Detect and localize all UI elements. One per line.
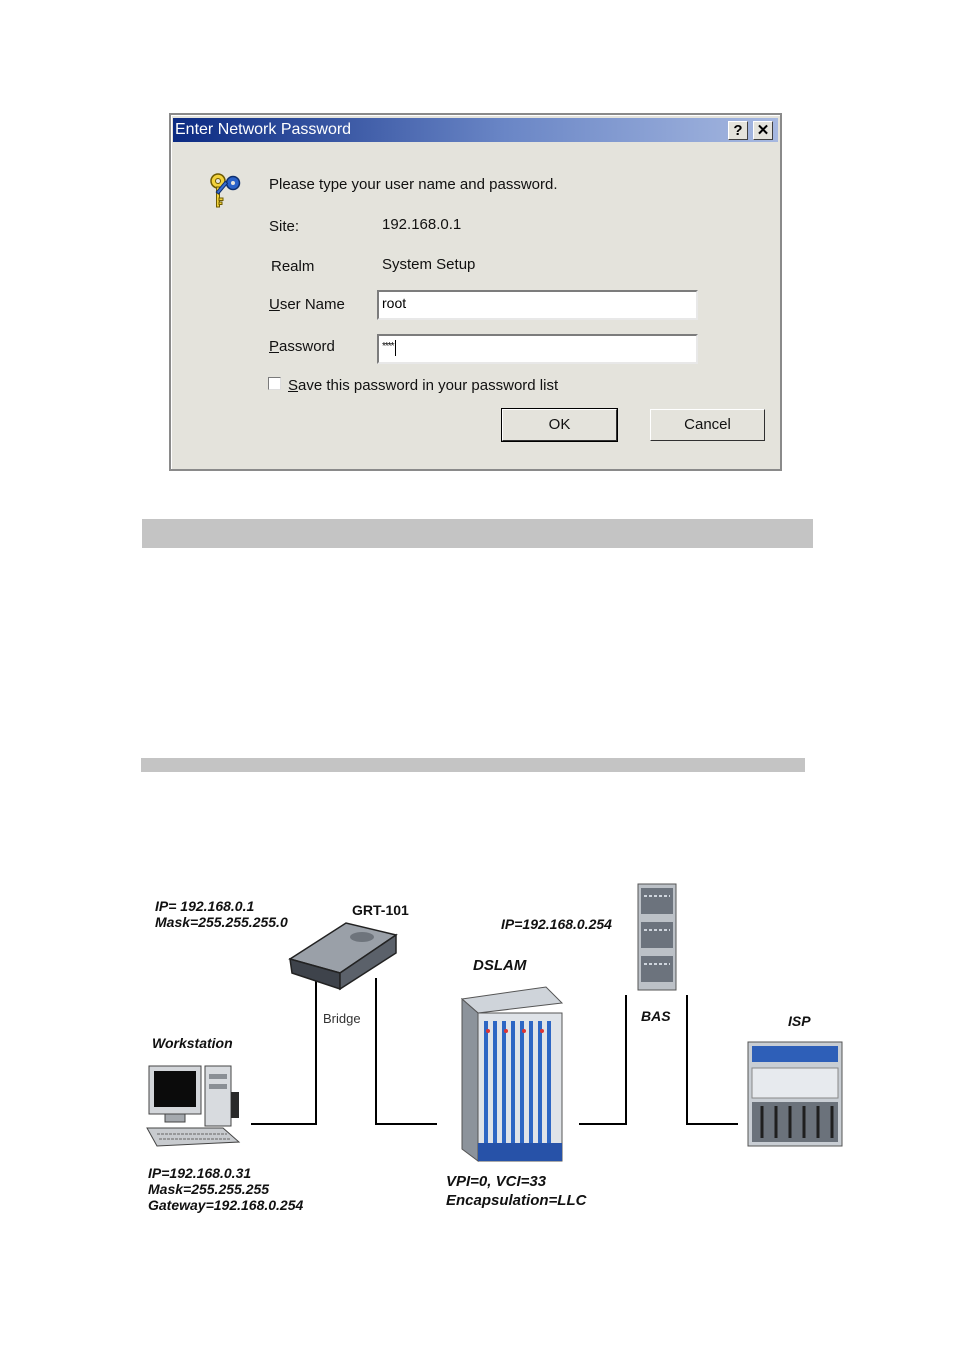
section-header-bar-2 xyxy=(141,758,805,772)
cancel-button[interactable]: Cancel xyxy=(650,409,765,441)
close-button[interactable]: ✕ xyxy=(753,121,773,140)
isp-router-icon xyxy=(746,1040,846,1148)
router-mask-label: Mask=255.255.255.0 xyxy=(155,914,288,930)
wire-ws-router-h xyxy=(251,1123,316,1125)
dslam-icon xyxy=(458,983,566,1168)
bas-ip-label: IP=192.168.0.254 xyxy=(501,916,612,932)
dslam-encapsulation-label: Encapsulation=LLC xyxy=(446,1192,587,1209)
username-value: root xyxy=(382,295,407,311)
realm-value: System Setup xyxy=(382,256,476,273)
router-name-label: GRT-101 xyxy=(352,902,409,918)
site-value: 192.168.0.1 xyxy=(382,216,462,233)
wire-bas-isp-v xyxy=(686,995,688,1125)
username-input[interactable] xyxy=(377,290,698,320)
dialog-prompt: Please type your user name and password. xyxy=(269,176,558,193)
network-password-dialog xyxy=(169,113,782,471)
password-input[interactable] xyxy=(377,334,698,364)
router-mode-label: Bridge xyxy=(323,1011,361,1026)
username-label: User Name xyxy=(269,296,345,313)
dslam-vpi-vci-label: VPI=0, VCI=33 xyxy=(446,1173,547,1190)
wire-dslam-bas-v xyxy=(625,995,627,1125)
router-ip-label: IP= 192.168.0.1 xyxy=(155,898,255,914)
router-device-icon xyxy=(288,915,400,995)
save-password-label[interactable]: Save this password in your password list xyxy=(288,377,559,394)
section-header-bar-1 xyxy=(142,519,813,548)
text-caret xyxy=(395,340,396,356)
dialog-title: Enter Network Password xyxy=(175,121,352,138)
wire-bas-isp-h xyxy=(686,1123,738,1125)
workstation-gateway-label: Gateway=192.168.0.254 xyxy=(148,1197,304,1213)
keys-icon xyxy=(205,171,245,211)
site-label: Site: xyxy=(269,218,300,235)
workstation-name-label: Workstation xyxy=(152,1035,233,1051)
workstation-ip-label: IP=192.168.0.31 xyxy=(148,1165,252,1181)
wire-dslam-bas-h xyxy=(579,1123,627,1125)
bas-name-label: BAS xyxy=(641,1008,671,1024)
ok-button[interactable]: OK xyxy=(502,409,617,441)
save-password-checkbox[interactable] xyxy=(268,377,281,390)
wire-ws-router-v xyxy=(315,978,317,1125)
password-masked-value: **** xyxy=(382,341,394,352)
wire-router-dslam-h xyxy=(375,1123,437,1125)
workstation-mask-label: Mask=255.255.255 xyxy=(148,1181,270,1197)
dslam-name-label: DSLAM xyxy=(473,957,527,974)
bas-server-icon xyxy=(636,882,680,994)
isp-name-label: ISP xyxy=(788,1013,811,1029)
password-label: Password xyxy=(269,338,335,355)
wire-router-dslam-v xyxy=(375,978,377,1125)
workstation-computer-icon xyxy=(143,1062,247,1152)
realm-label: Realm xyxy=(271,258,315,275)
dialog-titlebar[interactable] xyxy=(173,118,778,142)
help-button[interactable]: ? xyxy=(728,121,748,140)
